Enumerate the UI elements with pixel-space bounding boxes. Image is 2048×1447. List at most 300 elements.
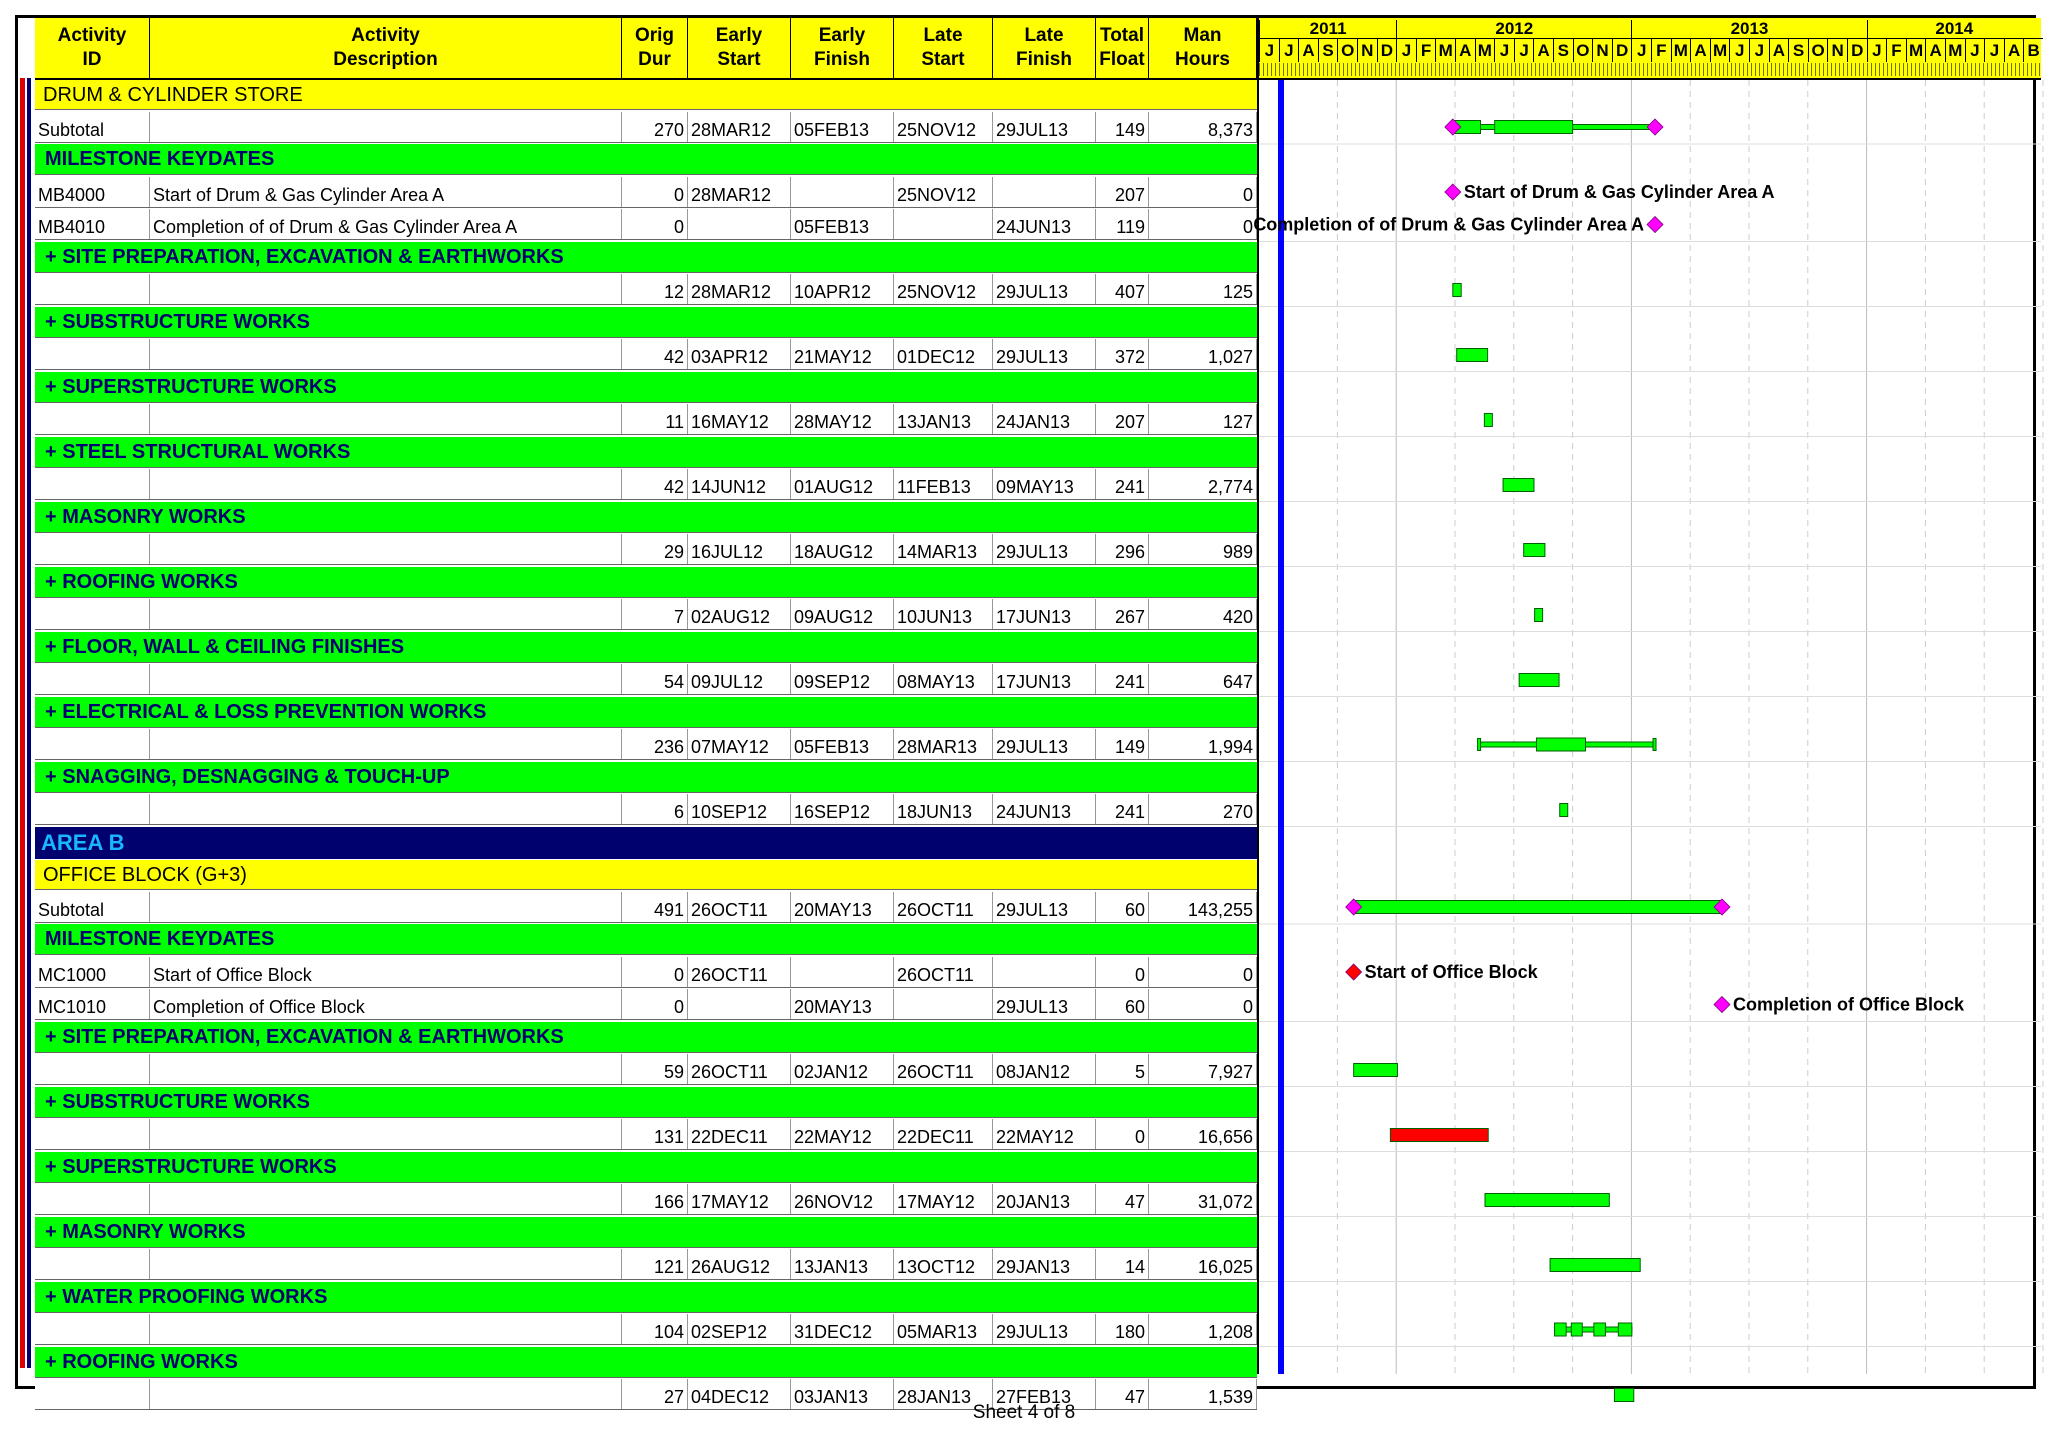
milestone-diamond	[1647, 217, 1663, 233]
group-band	[35, 80, 1257, 110]
cell-ls: 11FEB13	[894, 469, 993, 499]
cell-id: MC1000	[35, 957, 150, 987]
wbs-band	[35, 1217, 1257, 1248]
cell-tf: 47	[1096, 1184, 1149, 1214]
wbs-band-label: + WATER PROOFING WORKS	[45, 1285, 328, 1308]
cell-lf	[993, 957, 1096, 987]
gantt-bars	[1253, 80, 2041, 1374]
activity-bar	[1519, 674, 1559, 687]
cell-ef: 31DEC12	[791, 1314, 894, 1344]
wbs-band	[35, 632, 1257, 663]
cell-ef: 20MAY13	[791, 989, 894, 1019]
cell-dur: 0	[622, 989, 688, 1019]
cell-es: 07MAY12	[688, 729, 791, 759]
cell-ls: 08MAY13	[894, 664, 993, 694]
column-header-2: Orig Dur	[622, 18, 688, 78]
timescale-month: S	[1788, 38, 1808, 62]
wbs-band	[35, 924, 1257, 955]
milestone-label: Start of Office Block	[1364, 962, 1538, 982]
cell-id	[35, 1119, 150, 1149]
table-row	[35, 729, 1257, 760]
milestone-label: Completion of Office Block	[1732, 994, 1965, 1015]
gantt-timescale	[1259, 18, 2041, 80]
cell-lf: 24JUN13	[993, 209, 1096, 239]
cell-tf: 149	[1096, 729, 1149, 759]
cell-ls: 28MAR13	[894, 729, 993, 759]
timescale-month: A	[1533, 38, 1553, 62]
cell-ls: 26OCT11	[894, 1054, 993, 1084]
cell-id	[35, 1249, 150, 1279]
timescale-month: J	[1984, 38, 2004, 62]
cell-tf: 241	[1096, 794, 1149, 824]
timescale-month: J	[1514, 38, 1534, 62]
area-band	[35, 827, 1257, 859]
cell-lf: 29JAN13	[993, 1249, 1096, 1279]
critical-edge-bar	[20, 78, 25, 1368]
cell-desc: Start of Office Block	[150, 957, 622, 987]
cell-id: Subtotal	[35, 892, 150, 922]
cell-lf: 29JUL13	[993, 534, 1096, 564]
cell-ls: 13JAN13	[894, 404, 993, 434]
cell-es: 16JUL12	[688, 534, 791, 564]
cell-lf: 29JUL13	[993, 1314, 1096, 1344]
cell-mh: 143,255	[1149, 892, 1257, 922]
wbs-band-label: + SUBSTRUCTURE WORKS	[45, 310, 311, 333]
timescale-month: J	[1631, 38, 1651, 62]
wbs-band-label: + SUPERSTRUCTURE WORKS	[45, 375, 337, 398]
cell-dur: 270	[622, 112, 688, 142]
cell-dur: 59	[622, 1054, 688, 1084]
cell-ef: 13JAN13	[791, 1249, 894, 1279]
schedule-sheet	[15, 15, 2040, 1407]
wbs-band	[35, 567, 1257, 598]
cell-dur: 0	[622, 209, 688, 239]
activity-bar	[1614, 1389, 1633, 1402]
cell-ls: 25NOV12	[894, 177, 993, 207]
cell-ef	[791, 957, 894, 987]
cell-mh: 8,373	[1149, 112, 1257, 142]
timescale-month: N	[1357, 38, 1377, 62]
summary-end-diamond	[1647, 119, 1663, 135]
split-segment	[1555, 1323, 1567, 1336]
cell-ls: 25NOV12	[894, 112, 993, 142]
timescale-month: A	[1298, 38, 1318, 62]
split-segment	[1618, 1323, 1632, 1336]
gantt-chart	[1253, 18, 2041, 1374]
cell-tf: 14	[1096, 1249, 1149, 1279]
activity-bar	[1457, 349, 1488, 362]
cell-dur: 12	[622, 274, 688, 304]
cell-tf: 60	[1096, 989, 1149, 1019]
cell-es: 09JUL12	[688, 664, 791, 694]
cell-ls: 01DEC12	[894, 339, 993, 369]
wbs-band-label: + STEEL STRUCTURAL WORKS	[45, 440, 351, 463]
cell-tf: 207	[1096, 177, 1149, 207]
cell-ls: 26OCT11	[894, 957, 993, 987]
timescale-month: S	[1318, 38, 1338, 62]
cell-id	[35, 1054, 150, 1084]
column-header-8: Man Hours	[1149, 18, 1257, 78]
cell-ef: 22MAY12	[791, 1119, 894, 1149]
cell-mh: 0	[1149, 177, 1257, 207]
cell-desc: Start of Drum & Gas Cylinder Area A	[150, 177, 622, 207]
cell-ef: 28MAY12	[791, 404, 894, 434]
timescale-month: J	[1259, 38, 1279, 62]
cell-id: MB4000	[35, 177, 150, 207]
activity-bar	[1453, 284, 1461, 297]
activity-bar	[1550, 1259, 1640, 1272]
cell-tf: 207	[1096, 404, 1149, 434]
table-row	[35, 209, 1257, 240]
cell-id: Subtotal	[35, 112, 150, 142]
cell-desc	[150, 112, 622, 142]
cell-ef: 03JAN13	[791, 1379, 894, 1409]
timescale-month: D	[1377, 38, 1397, 62]
group-band	[35, 860, 1257, 890]
wbs-band	[35, 242, 1257, 273]
timescale-ticks	[1259, 63, 2041, 76]
table-row	[35, 1314, 1257, 1345]
cell-ef: 09AUG12	[791, 599, 894, 629]
summary-bar	[1537, 738, 1586, 751]
cell-dur: 6	[622, 794, 688, 824]
cell-desc	[150, 469, 622, 499]
wbs-band-label: + FLOOR, WALL & CEILING FINISHES	[45, 635, 405, 658]
table-row	[35, 274, 1257, 305]
timescale-month: F	[1651, 38, 1671, 62]
cell-es: 02SEP12	[688, 1314, 791, 1344]
cell-desc	[150, 339, 622, 369]
cell-dur: 54	[622, 664, 688, 694]
table-row	[35, 469, 1257, 500]
cell-es: 28MAR12	[688, 177, 791, 207]
wbs-band-label: + SUPERSTRUCTURE WORKS	[45, 1155, 337, 1178]
cell-desc	[150, 1119, 622, 1149]
cell-mh: 31,072	[1149, 1184, 1257, 1214]
cell-dur: 27	[622, 1379, 688, 1409]
cell-ls: 26OCT11	[894, 892, 993, 922]
table-row	[35, 892, 1257, 923]
activity-bar	[1524, 544, 1545, 557]
timescale-month: A	[1769, 38, 1789, 62]
cell-ls: 28JAN13	[894, 1379, 993, 1409]
cell-tf: 119	[1096, 209, 1149, 239]
cell-ls: 14MAR13	[894, 534, 993, 564]
cell-lf: 22MAY12	[993, 1119, 1096, 1149]
activity-bar	[1484, 414, 1492, 427]
cell-es: 17MAY12	[688, 1184, 791, 1214]
cell-lf: 09MAY13	[993, 469, 1096, 499]
cell-es: 22DEC11	[688, 1119, 791, 1149]
summary-bar	[1354, 901, 1722, 914]
cell-ls	[894, 989, 993, 1019]
cell-dur: 29	[622, 534, 688, 564]
cell-mh: 1,027	[1149, 339, 1257, 369]
cell-mh: 16,025	[1149, 1249, 1257, 1279]
timescale-month: F	[1416, 38, 1436, 62]
cell-desc	[150, 404, 622, 434]
cell-ls: 25NOV12	[894, 274, 993, 304]
wbs-band	[35, 1347, 1257, 1378]
group-band-label: OFFICE BLOCK (G+3)	[43, 864, 247, 886]
cell-mh: 7,927	[1149, 1054, 1257, 1084]
cell-lf: 17JUN13	[993, 599, 1096, 629]
timescale-month: J	[1494, 38, 1514, 62]
cell-mh: 125	[1149, 274, 1257, 304]
cell-lf: 24JAN13	[993, 404, 1096, 434]
timescale-month: O	[1337, 38, 1357, 62]
cell-ef: 09SEP12	[791, 664, 894, 694]
cell-desc	[150, 892, 622, 922]
cell-ls: 18JUN13	[894, 794, 993, 824]
cell-mh: 0	[1149, 989, 1257, 1019]
summary-bar	[1495, 121, 1573, 134]
cell-lf: 24JUN13	[993, 794, 1096, 824]
cell-es: 26AUG12	[688, 1249, 791, 1279]
cell-mh: 1,208	[1149, 1314, 1257, 1344]
cell-id	[35, 339, 150, 369]
milestone-diamond	[1445, 184, 1461, 200]
wbs-band	[35, 437, 1257, 468]
cell-mh: 2,774	[1149, 469, 1257, 499]
timescale-month: M	[1435, 38, 1455, 62]
summary-end-tick	[1653, 739, 1656, 751]
activity-bar	[1503, 479, 1534, 492]
cell-desc	[150, 729, 622, 759]
cell-es: 28MAR12	[688, 112, 791, 142]
table-row	[35, 177, 1257, 208]
cell-id	[35, 469, 150, 499]
cell-desc	[150, 274, 622, 304]
timescale-month: J	[1965, 38, 1985, 62]
timescale-month: S	[1553, 38, 1573, 62]
timescale-year: 2014	[1867, 20, 2041, 38]
cell-dur: 42	[622, 339, 688, 369]
table-row	[35, 957, 1257, 988]
table-row	[35, 1249, 1257, 1280]
timescale-month: M	[1710, 38, 1730, 62]
cell-ef: 05FEB13	[791, 729, 894, 759]
cell-mh: 0	[1149, 957, 1257, 987]
cell-ls: 22DEC11	[894, 1119, 993, 1149]
cell-tf: 60	[1096, 892, 1149, 922]
cell-ef: 18AUG12	[791, 534, 894, 564]
cell-desc	[150, 1249, 622, 1279]
timescale-month: F	[1886, 38, 1906, 62]
column-header-6: Late Finish	[993, 18, 1096, 78]
cell-dur: 166	[622, 1184, 688, 1214]
cell-tf: 180	[1096, 1314, 1149, 1344]
cell-id	[35, 599, 150, 629]
cell-ef: 02JAN12	[791, 1054, 894, 1084]
cell-es: 14JUN12	[688, 469, 791, 499]
cell-desc	[150, 599, 622, 629]
cell-mh: 16,656	[1149, 1119, 1257, 1149]
cell-ef: 10APR12	[791, 274, 894, 304]
milestone-label: Completion of of Drum & Gas Cylinder Area A	[1253, 214, 1645, 235]
cell-tf: 407	[1096, 274, 1149, 304]
cell-ef	[791, 177, 894, 207]
cell-desc: Completion of Office Block	[150, 989, 622, 1019]
cell-dur: 0	[622, 957, 688, 987]
table-row	[35, 112, 1257, 143]
left-edge-bars	[18, 78, 36, 1368]
timescale-year: 2013	[1631, 20, 1866, 38]
timescale-year: 2012	[1396, 20, 1631, 38]
wbs-band	[35, 1087, 1257, 1118]
cell-lf: 27FEB13	[993, 1379, 1096, 1409]
wbs-band-label: MILESTONE KEYDATES	[45, 148, 275, 170]
wbs-band-label: + SNAGGING, DESNAGGING & TOUCH-UP	[45, 765, 450, 788]
wbs-band	[35, 1282, 1257, 1313]
milestone-label: Start of Drum & Gas Cylinder Area A	[1463, 182, 1775, 202]
timescale-year: 2011	[1259, 20, 1396, 38]
cell-id	[35, 274, 150, 304]
cell-dur: 491	[622, 892, 688, 922]
split-segment	[1594, 1323, 1606, 1336]
milestone-diamond	[1346, 964, 1362, 980]
column-header-5: Late Start	[894, 18, 993, 78]
timescale-month: M	[1906, 38, 1926, 62]
table-row	[35, 989, 1257, 1020]
timescale-month: J	[1867, 38, 1887, 62]
column-header-0: Activity ID	[35, 18, 150, 78]
cell-ef: 21MAY12	[791, 339, 894, 369]
timescale-month: N	[1827, 38, 1847, 62]
cell-es: 10SEP12	[688, 794, 791, 824]
column-header-1: Activity Description	[150, 18, 622, 78]
milestone-diamond	[1714, 997, 1730, 1013]
wbs-band-label: + SUBSTRUCTURE WORKS	[45, 1090, 311, 1113]
cell-ef: 16SEP12	[791, 794, 894, 824]
cell-es	[688, 989, 791, 1019]
cell-lf: 17JUN13	[993, 664, 1096, 694]
timescale-month: B	[2023, 38, 2043, 62]
cell-dur: 0	[622, 177, 688, 207]
table-row	[35, 794, 1257, 825]
cell-es: 04DEC12	[688, 1379, 791, 1409]
activity-bar	[1485, 1194, 1609, 1207]
wbs-band	[35, 697, 1257, 728]
wbs-band	[35, 1152, 1257, 1183]
cell-dur: 121	[622, 1249, 688, 1279]
cell-ls	[894, 209, 993, 239]
cell-dur: 7	[622, 599, 688, 629]
wbs-band-label: + ROOFING WORKS	[45, 1350, 238, 1373]
cell-dur: 131	[622, 1119, 688, 1149]
sheet-footer: Sheet 4 of 8	[972, 1402, 1076, 1423]
timescale-month: O	[1808, 38, 1828, 62]
cell-desc: Completion of of Drum & Gas Cylinder Area A	[150, 209, 622, 239]
cell-tf: 5	[1096, 1054, 1149, 1084]
cell-tf: 241	[1096, 469, 1149, 499]
table-row	[35, 599, 1257, 630]
cell-tf: 0	[1096, 957, 1149, 987]
cell-ls: 13OCT12	[894, 1249, 993, 1279]
wbs-band-label: + MASONRY WORKS	[45, 505, 246, 528]
timescale-month: A	[1690, 38, 1710, 62]
activity-bar	[1354, 1064, 1398, 1077]
group-band-label: DRUM & CYLINDER STORE	[43, 84, 303, 106]
timescale-month: O	[1573, 38, 1593, 62]
cell-desc	[150, 1054, 622, 1084]
table-row	[35, 1119, 1257, 1150]
cell-mh: 0	[1149, 209, 1257, 239]
cell-es: 16MAY12	[688, 404, 791, 434]
cell-id: MB4010	[35, 209, 150, 239]
cell-mh: 647	[1149, 664, 1257, 694]
timescale-month: J	[1729, 38, 1749, 62]
wbs-band-label: + SITE PREPARATION, EXCAVATION & EARTHWORKS	[45, 245, 564, 268]
timescale-month: J	[1749, 38, 1769, 62]
cell-es: 28MAR12	[688, 274, 791, 304]
cell-id	[35, 404, 150, 434]
table-row	[35, 339, 1257, 370]
table-row	[35, 664, 1257, 695]
cell-lf: 08JAN12	[993, 1054, 1096, 1084]
cell-es: 26OCT11	[688, 892, 791, 922]
cell-id	[35, 534, 150, 564]
cell-desc	[150, 1314, 622, 1344]
table-row	[35, 1054, 1257, 1085]
cell-tf: 267	[1096, 599, 1149, 629]
cell-id	[35, 1314, 150, 1344]
wbs-band	[35, 502, 1257, 533]
cell-lf: 29JUL13	[993, 989, 1096, 1019]
cell-mh: 1,994	[1149, 729, 1257, 759]
timescale-month: N	[1592, 38, 1612, 62]
cell-dur: 236	[622, 729, 688, 759]
cell-id	[35, 664, 150, 694]
timescale-month: M	[1945, 38, 1965, 62]
timescale-month: J	[1396, 38, 1416, 62]
timescale-month: D	[1612, 38, 1632, 62]
wbs-band	[35, 1022, 1257, 1053]
cell-lf: 29JUL13	[993, 729, 1096, 759]
gantt-body	[1253, 80, 2041, 1374]
timescale-month: M	[1671, 38, 1691, 62]
cell-mh: 989	[1149, 534, 1257, 564]
timescale-month: A	[1925, 38, 1945, 62]
cell-ef: 26NOV12	[791, 1184, 894, 1214]
wbs-band	[35, 762, 1257, 793]
cell-desc	[150, 534, 622, 564]
timescale-month: A	[1455, 38, 1475, 62]
cell-es: 02AUG12	[688, 599, 791, 629]
cell-es: 03APR12	[688, 339, 791, 369]
cell-id	[35, 729, 150, 759]
cell-tf: 372	[1096, 339, 1149, 369]
cell-ls: 17MAY12	[894, 1184, 993, 1214]
cell-ef: 20MAY13	[791, 892, 894, 922]
timescale-month: D	[1847, 38, 1867, 62]
table-row	[35, 404, 1257, 435]
cell-ef: 05FEB13	[791, 209, 894, 239]
timescale-month: M	[1475, 38, 1495, 62]
cell-lf: 29JUL13	[993, 112, 1096, 142]
cell-lf: 20JAN13	[993, 1184, 1096, 1214]
cell-tf: 0	[1096, 1119, 1149, 1149]
summary-start-tick	[1478, 739, 1481, 751]
wbs-band-label: + MASONRY WORKS	[45, 1220, 246, 1243]
cell-mh: 270	[1149, 794, 1257, 824]
cell-id: MC1010	[35, 989, 150, 1019]
cell-lf: 29JUL13	[993, 274, 1096, 304]
cell-es: 26OCT11	[688, 957, 791, 987]
cell-ef: 05FEB13	[791, 112, 894, 142]
timescale-month: A	[2004, 38, 2024, 62]
cell-mh: 127	[1149, 404, 1257, 434]
